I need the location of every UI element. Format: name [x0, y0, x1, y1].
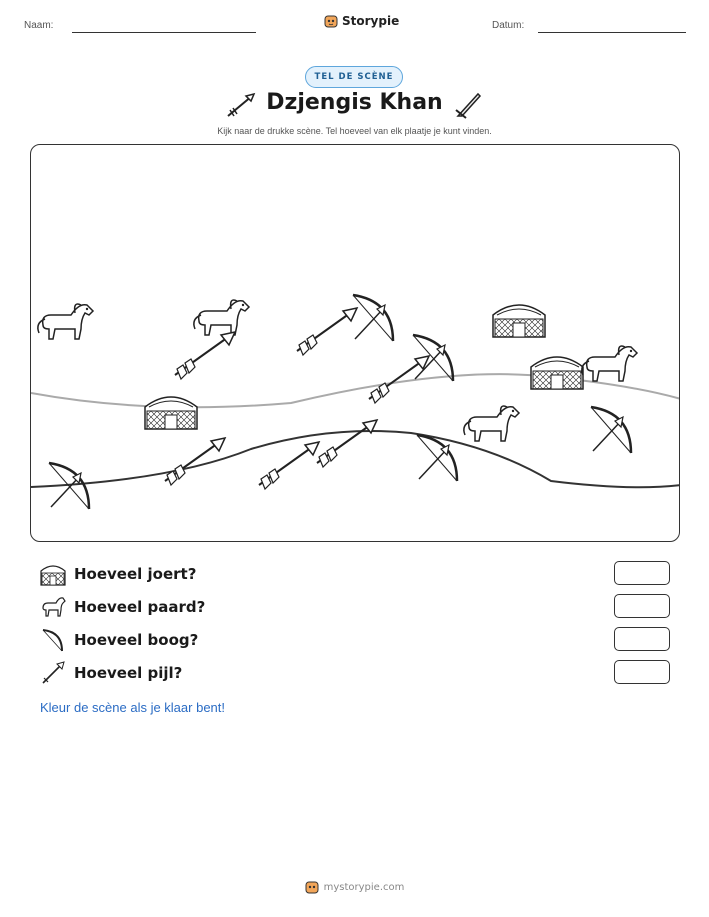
question-yurt: [40, 561, 670, 587]
question-horse: [40, 594, 670, 620]
date-label: Datum:: [492, 20, 525, 31]
bow-5: [417, 435, 457, 481]
answer-box-yurt[interactable]: [614, 561, 670, 585]
question-text: Hoeveel joert?: [74, 565, 197, 583]
bow-3: [591, 407, 631, 453]
question-text: Hoeveel pijl?: [74, 664, 183, 682]
coloring-note: Kleur de scène als je klaar bent!: [40, 700, 225, 715]
arrow-icon: [40, 660, 66, 686]
hill-line-front: [31, 431, 680, 487]
scene-illustration: [31, 145, 680, 542]
answer-box-arrow[interactable]: [614, 660, 670, 684]
footer-url[interactable]: mystorypie.com: [323, 881, 405, 893]
horse-1: [38, 304, 93, 339]
page-title: Dzjengis Khan: [266, 90, 443, 115]
footer: [0, 880, 709, 894]
counting-scene: [30, 144, 680, 542]
answer-box-horse[interactable]: [614, 594, 670, 618]
question-text: Hoeveel paard?: [74, 598, 206, 616]
date-line[interactable]: [538, 32, 686, 33]
sword-icon: [452, 90, 486, 120]
question-bow: [40, 627, 670, 653]
yurt-icon: [40, 561, 66, 587]
horse-3: [582, 346, 637, 381]
activity-badge: TEL DE SCÈNE: [305, 66, 403, 88]
bow-1: [353, 295, 393, 341]
arrow-6: [317, 420, 377, 467]
bow-icon: [40, 627, 66, 653]
horse-4: [464, 406, 519, 441]
arrow-1: [175, 332, 235, 379]
name-line[interactable]: [72, 32, 256, 33]
brand-logo: [324, 14, 399, 28]
question-arrow: [40, 660, 670, 686]
instructions: Kijk naar de drukke scène. Tel hoeveel van elk plaatje je kunt vinden.: [217, 126, 492, 136]
storypie-logo-icon: [324, 14, 338, 28]
brand-name: Storypie: [342, 14, 400, 28]
yurt-3: [531, 357, 583, 389]
arrow-2: [297, 308, 357, 355]
horse-2: [194, 300, 249, 335]
name-label: Naam:: [24, 20, 54, 31]
yurt-2: [145, 397, 197, 429]
arrow-5: [259, 442, 319, 489]
yurt-1: [493, 305, 545, 337]
horse-icon: [40, 594, 66, 620]
answer-box-bow[interactable]: [614, 627, 670, 651]
storypie-logo-icon: [305, 880, 319, 894]
question-text: Hoeveel boog?: [74, 631, 199, 649]
